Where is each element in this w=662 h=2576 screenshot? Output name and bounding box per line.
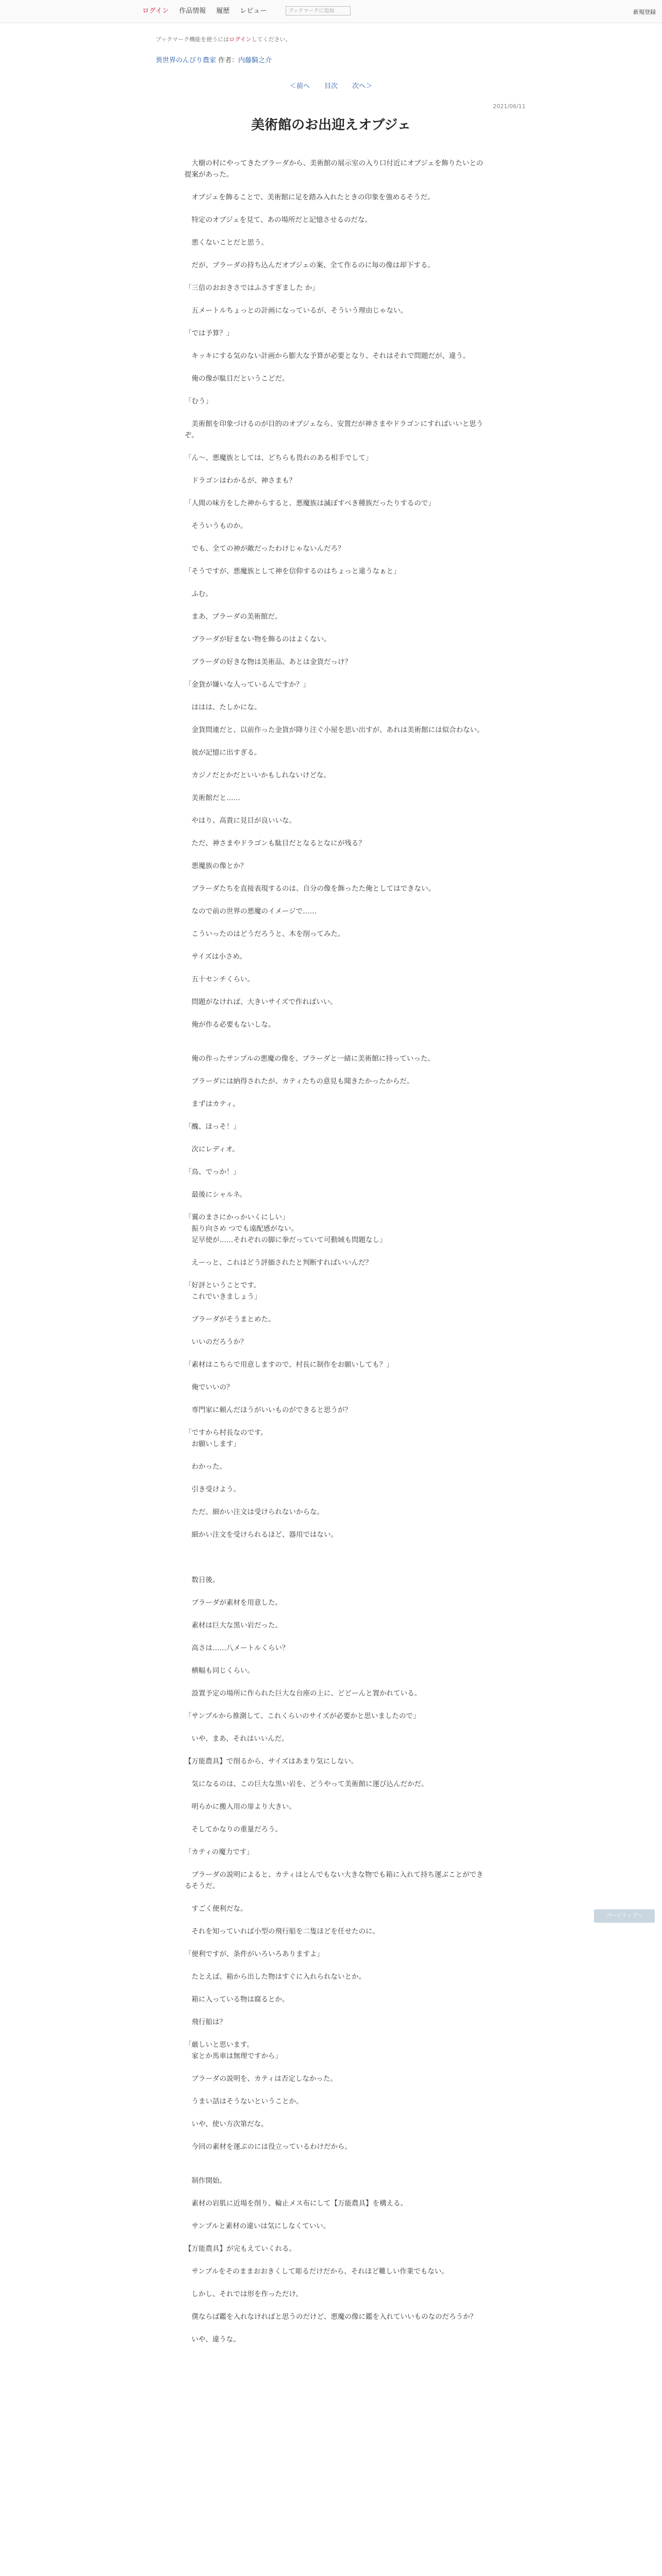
body-paragraph: お願いします」	[185, 1440, 240, 1448]
blank-line	[185, 1767, 487, 1778]
blank-line	[185, 713, 487, 724]
blank-line	[185, 1495, 487, 1506]
blank-line	[185, 1892, 487, 1903]
blank-line	[185, 441, 487, 452]
body-paragraph: えーっと、これはどう評価されたと判断すればいいんだ？	[185, 1259, 372, 1267]
blank-line	[185, 203, 487, 214]
body-paragraph: ドラゴンはわかるが、神さまも？	[185, 477, 296, 485]
body-paragraph: まずはカティ。	[185, 1100, 240, 1108]
blank-line	[185, 384, 487, 396]
blank-line	[185, 2323, 487, 2334]
body-paragraph: ははは、たしかにな。	[185, 703, 261, 711]
body-paragraph: ブラーダがそうまとめた。	[185, 1315, 275, 1324]
body-paragraph: 専門家に頼んだほうがいいものができると思うが？	[185, 1406, 352, 1414]
blank-line	[185, 2187, 487, 2198]
notice-login-link[interactable]: ログイン	[229, 36, 252, 43]
blank-line	[185, 804, 487, 815]
body-paragraph: 「では予算？」	[185, 329, 234, 337]
body-paragraph: 「鳥、でっか！」	[185, 1168, 240, 1176]
body-paragraph: すごく便利だな。	[185, 1905, 247, 1913]
chapter-pager	[0, 80, 662, 90]
body-paragraph: それを知っていれば小型の飛行船を二隻ほどを任せたのに。	[185, 1927, 379, 1936]
body-paragraph: 振り向さめ つでも遠配感がない。	[185, 1225, 299, 1233]
register-link[interactable]: 新規登録	[633, 9, 656, 15]
blank-line	[185, 2130, 487, 2141]
blank-line	[185, 1008, 487, 1019]
blank-line	[185, 362, 487, 373]
body-paragraph: キッキにする気のない計画から膨大な予算が必要となり、それはそれで問題だが、違う。	[185, 352, 470, 360]
blank-line	[185, 180, 487, 192]
body-paragraph: 「そうですが、悪魔族として神を信仰するのはちょっと違うなぁと」	[185, 567, 401, 575]
body-paragraph: 飛行船は？	[185, 2018, 226, 2026]
works-link[interactable]: 作品情報	[179, 7, 206, 15]
toc-link[interactable]: 目次	[324, 82, 338, 90]
blank-line	[185, 1540, 487, 1552]
body-paragraph: 俺でいいの？	[185, 1383, 234, 1392]
body-paragraph: 大樹の村にやってきたブラーダから、美術館の展示室の入り口付近にオブジェを飾りたいとの提案があった。	[185, 159, 484, 179]
blank-line	[185, 464, 487, 475]
body-paragraph: 最後にシャルネ。	[185, 1191, 247, 1199]
blank-line	[185, 407, 487, 418]
blank-line	[185, 1042, 487, 1053]
body-paragraph: そしてかなりの重量だろう。	[185, 1825, 282, 1834]
body-paragraph: 次にレディオ。	[185, 1145, 239, 1154]
blank-line	[185, 1200, 487, 1212]
blank-line	[185, 781, 487, 792]
blank-line	[185, 736, 487, 747]
page-top-button[interactable]: ページトップへ	[594, 1909, 655, 1923]
body-paragraph: いや、使い方次第だな。	[185, 2120, 268, 2128]
blank-line	[185, 1937, 487, 1948]
blank-line	[185, 1722, 487, 1733]
prev-link[interactable]: ＜前へ	[289, 82, 310, 90]
body-paragraph: こういったのはどうだろうと、木を削ってみた。	[185, 930, 345, 938]
body-paragraph: 美術館を印象づけるのが目的のオブジェなら、安置だが神さまやドラゴンにすればいいと思うぞ。	[185, 420, 484, 439]
blank-line	[185, 1302, 487, 1314]
blank-line	[185, 1631, 487, 1642]
body-paragraph: 引き受けよう。	[185, 1485, 240, 1494]
chapter-body	[185, 158, 487, 2345]
blank-line	[185, 2005, 487, 2016]
login-link[interactable]: ログイン	[142, 7, 169, 15]
body-paragraph: うまい話はそうないということか。	[185, 2097, 303, 2106]
body-paragraph: いや、違うな。	[185, 2335, 240, 2344]
blank-line	[185, 600, 487, 611]
bookmark-add-button[interactable]: ブックマークに追加	[286, 6, 351, 15]
blank-line	[185, 1858, 487, 1869]
blank-line	[185, 690, 487, 702]
body-paragraph: 「カティの魔力です」	[185, 1848, 254, 1856]
blank-line	[185, 2028, 487, 2039]
author-label: 作者：	[218, 57, 239, 64]
body-paragraph: でも、全ての神が敵だったわけじゃないんだろ？	[185, 545, 345, 553]
body-paragraph: 「ん〜、悪魔族としては、どちらも畏れのある相手でして」	[185, 454, 373, 462]
series-title-link[interactable]: 異世界のんびり農家	[156, 57, 217, 64]
body-paragraph: 足早使が……それぞれの脚に拳だっていて可動域も問題なし」	[185, 1236, 387, 1244]
blank-line	[185, 1110, 487, 1121]
blank-line	[185, 226, 487, 237]
blank-line	[185, 849, 487, 860]
blank-line	[185, 1608, 487, 1620]
body-paragraph: ブラーダが好まない物を飾るのはよくない。	[185, 635, 331, 643]
body-paragraph: 俺が作る必要もないしな。	[185, 1021, 275, 1029]
body-paragraph: カジノだとかだといいかもしれないけどな。	[185, 771, 330, 779]
body-paragraph: 「翼のまさにかっかいくにしい」	[185, 1213, 289, 1222]
blank-line	[185, 316, 487, 328]
body-paragraph: 高さは……八メートルくらい？	[185, 1644, 289, 1652]
body-paragraph: これでいきましょう」	[185, 1293, 261, 1301]
blank-line	[185, 1064, 487, 1076]
body-paragraph: オブジェを飾ることで、美術館に足を踏み入れたときの印象を強めるそうだ。	[185, 193, 435, 201]
blank-line	[185, 2153, 487, 2164]
body-paragraph: 「ですから村長なのです。	[185, 1429, 268, 1437]
blank-line	[185, 962, 487, 974]
body-paragraph: ただ、細かい注文は受けられないからな。	[185, 1508, 324, 1516]
blank-line	[185, 1586, 487, 1597]
blank-line	[185, 2300, 487, 2311]
chapter-date: 2021/06/11	[493, 103, 526, 110]
body-paragraph: 細かい注文を受けられるほど、器用ではない。	[185, 1531, 338, 1539]
body-paragraph: ブラーダには納得されたが、カティたちの意見も聞きたかったからだ。	[185, 1077, 414, 1086]
blank-line	[185, 1348, 487, 1359]
body-paragraph: 今回の素材を運ぶのには役立っているわけだから。	[185, 2143, 352, 2151]
body-paragraph: 気になるのは、この巨大な黒い岩を、どうやって美術館に運び込んだかだ。	[185, 1780, 428, 1788]
body-paragraph: 「醜、ほっそ！」	[185, 1123, 240, 1131]
blank-line	[185, 758, 487, 770]
body-paragraph: そういうものか。	[185, 522, 247, 530]
body-paragraph: 悪くないことだと思う。	[185, 239, 268, 247]
blank-line	[185, 2209, 487, 2221]
body-paragraph: 箱に入っている物は腐るとか。	[185, 1995, 289, 2004]
blank-line	[185, 2255, 487, 2266]
blank-line	[185, 2277, 487, 2289]
body-paragraph: サンプルをそのままおおきくして彫るだけだから、それほど難しい作業でもない。	[185, 2267, 449, 2276]
blank-line	[185, 1246, 487, 1257]
blank-line	[185, 1155, 487, 1166]
blank-line	[185, 917, 487, 928]
body-paragraph: ブラーダたちを直接表現するのは、自分の像を飾ったた俺としてはできない。	[185, 885, 435, 893]
next-link[interactable]: 次へ＞	[352, 82, 373, 90]
body-paragraph: 俺の像が駄目だというこどだ。	[185, 375, 289, 383]
body-paragraph: だが、ブラーダの持ち込んだオブジェの案、全て作るのに毎の像は却下する。	[185, 261, 435, 269]
body-paragraph: 素材は巨大な黒い岩だった。	[185, 1621, 282, 1630]
body-paragraph: 【万能農具】で削るから、サイズはあまり気にしない。	[185, 1757, 358, 1766]
blank-line	[185, 1472, 487, 1484]
body-paragraph: 金貨問連だと、以前作った金貨が降り注ぐ小屋を思い出すが、あれは美術館には似合わない。	[185, 726, 484, 734]
body-paragraph: 設置予定の場所に作られた巨大な台座の上に、どどーんと置かれている。	[185, 1689, 421, 1698]
blank-line	[185, 668, 487, 679]
body-paragraph: ふむ。	[185, 590, 212, 598]
blank-line	[185, 2107, 487, 2119]
blank-line	[185, 2062, 487, 2073]
blank-line	[185, 554, 487, 566]
bookmark-notice	[156, 35, 291, 43]
top-bar	[0, 0, 662, 23]
body-paragraph: 特定のオブジェを見て、あの場所だと記憶させるのだな。	[185, 216, 372, 224]
blank-line	[185, 1790, 487, 1801]
body-paragraph: 五メートルちょっとの計画になっているが、そういう理由じゃない。	[185, 307, 407, 315]
blank-line	[185, 985, 487, 996]
body-paragraph: 制作開始。	[185, 2177, 226, 2185]
body-paragraph: 数日後。	[185, 1576, 220, 1584]
review-link[interactable]: レビュー	[240, 7, 267, 15]
body-paragraph: ただ、神さまやドラゴンも駄目だとなるとなにが残る？	[185, 839, 366, 848]
series-info	[156, 55, 272, 64]
body-paragraph: たとえば、箱から出した物はすぐに入れられないとか。	[185, 1973, 366, 1981]
body-paragraph: なので前の世界の悪魔のイメージで……	[185, 907, 317, 916]
body-paragraph: 家とか馬車は無理ですから」	[185, 2052, 282, 2060]
blank-line	[185, 1563, 487, 1574]
body-paragraph: 【万能農具】が完もえていくれる。	[185, 2245, 296, 2253]
blank-line	[185, 894, 487, 906]
blank-line	[185, 1812, 487, 1824]
blank-line	[185, 2232, 487, 2243]
chapter-title: 美術館のお出迎えオブジェ	[251, 117, 411, 133]
blank-line	[185, 872, 487, 883]
body-paragraph: いいのだろうか？	[185, 1338, 247, 1346]
body-paragraph: 「厳しいと思います。	[185, 2041, 254, 2049]
blank-line	[185, 577, 487, 588]
body-paragraph: ブラーダの説明によると、カティはとんでもない大きな物でも箱に入れて持ち運ぶことができるそうだ。	[185, 1871, 484, 1890]
author-link[interactable]: 内藤騎之介	[238, 57, 272, 64]
blank-line	[185, 1450, 487, 1461]
blank-line	[185, 1393, 487, 1404]
blank-line	[185, 1030, 487, 1042]
blank-line	[185, 940, 487, 951]
blank-line	[185, 248, 487, 260]
body-paragraph: ブラーダの好きな物は美術品、あとは金貨だっけ？	[185, 658, 352, 666]
body-paragraph: 美術館だと……	[185, 794, 240, 802]
blank-line	[185, 1178, 487, 1189]
body-paragraph: 悪魔族の像とか？	[185, 862, 247, 870]
body-paragraph: ブラーダの説明を、カティは否定しなかった。	[185, 2075, 337, 2083]
blank-line	[185, 1325, 487, 1336]
blank-line	[185, 1370, 487, 1382]
body-paragraph: 五十センチくらい。	[185, 975, 254, 984]
blank-line	[185, 271, 487, 282]
body-paragraph: 素材の岩肌に近場を削り、輪止メス布にして【万能農具】を構える。	[185, 2199, 407, 2208]
body-paragraph: 問題がなければ、大きいサイズで作ればいい。	[185, 998, 337, 1006]
blank-line	[185, 1132, 487, 1144]
body-paragraph: わかった。	[185, 1463, 226, 1471]
blank-line	[185, 486, 487, 498]
top-nav	[142, 5, 267, 15]
body-paragraph: サンプルと素材の違いは気にしなくていい。	[185, 2222, 330, 2230]
body-paragraph: 横幅も同じくらい。	[185, 1667, 254, 1675]
body-paragraph: 「素材はこちらで用意しますので、村長に制作をお願いしても？」	[185, 1361, 393, 1369]
notice-suffix: してください。	[251, 36, 291, 43]
body-paragraph: 俺の作ったサンプルの悪魔の像を、ブラーダと一緒に美術館に持っていった。	[185, 1055, 435, 1063]
blank-line	[185, 509, 487, 520]
blank-line	[185, 1552, 487, 1563]
body-paragraph: 「むう」	[185, 397, 212, 405]
body-paragraph: 僕ならば鑑を入れなければと思うのだけど、悪魔の像に鑑を入れていいものなのだろうか？	[185, 2313, 477, 2321]
blank-line	[185, 622, 487, 634]
blank-line	[185, 1960, 487, 1971]
blank-line	[185, 1914, 487, 1926]
bookmark-link[interactable]: 履歴	[216, 7, 230, 15]
blank-line	[185, 1268, 487, 1280]
body-paragraph: 「好評ということです。	[185, 1281, 261, 1290]
blank-line	[185, 1087, 487, 1098]
blank-line	[185, 2084, 487, 2096]
blank-line	[185, 1676, 487, 1688]
blank-line	[185, 2164, 487, 2175]
body-paragraph: 明らかに搬入用の扉より大きい。	[185, 1803, 296, 1811]
blank-line	[185, 339, 487, 350]
blank-line	[185, 1835, 487, 1846]
blank-line	[185, 1654, 487, 1665]
body-paragraph: まあ、ブラーダの美術館だ。	[185, 613, 282, 621]
blank-line	[185, 1744, 487, 1756]
blank-line	[185, 1982, 487, 1994]
blank-line	[185, 294, 487, 305]
body-paragraph: 「便利ですが、条件がいろいろありますよ」	[185, 1950, 324, 1958]
body-paragraph: 彼が記憶に出すぎる。	[185, 749, 261, 757]
blank-line	[185, 532, 487, 543]
notice-prefix: ブックマーク機能を使うには	[156, 36, 229, 43]
body-paragraph: やはり、高貴に見目が良いいな。	[185, 817, 296, 825]
blank-line	[185, 645, 487, 656]
body-paragraph: 「金貨が嫌いな人っているんですか？」	[185, 681, 310, 689]
blank-line	[185, 826, 487, 838]
body-paragraph: サイズは小さめ。	[185, 953, 246, 961]
body-paragraph: しかし、それでは形を作っただけ。	[185, 2290, 303, 2298]
body-paragraph: 「三倍のおおきさではふさすぎました か」	[185, 284, 319, 292]
body-paragraph: いや、まあ、それはいいんだ。	[185, 1735, 289, 1743]
blank-line	[185, 1518, 487, 1529]
body-paragraph: 「人間の味方をした神からすると、悪魔族は滅ぼすべき種族だったりするので」	[185, 499, 435, 507]
body-paragraph: 「サンプルから推測して、これくらいのサイズが必要かと思いましたので」	[185, 1712, 420, 1720]
body-paragraph: ブラーダが素材を用意した。	[185, 1599, 282, 1607]
blank-line	[185, 1416, 487, 1427]
blank-line	[185, 1699, 487, 1710]
